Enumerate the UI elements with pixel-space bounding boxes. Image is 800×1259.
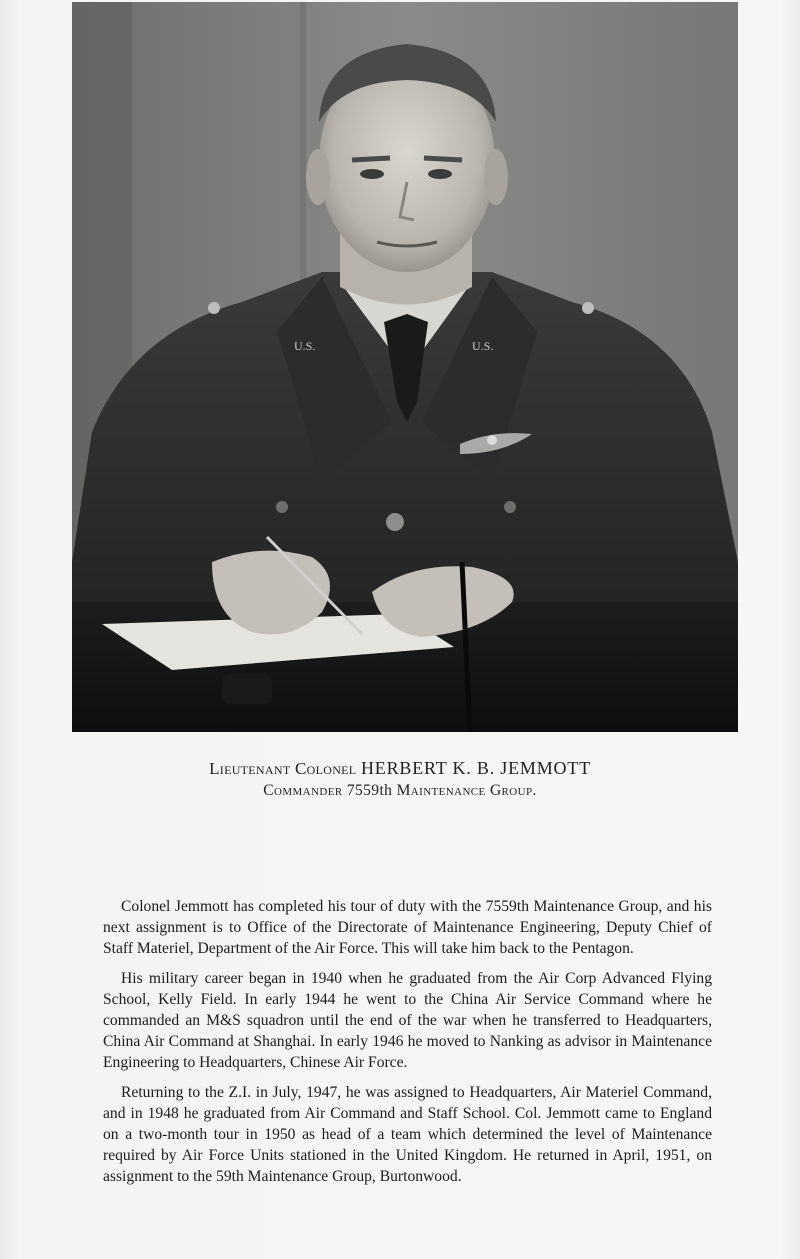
caption-rank: Lieutenant Colonel xyxy=(209,759,357,778)
caption-name: HERBERT K. B. JEMMOTT xyxy=(361,758,591,778)
caption-name-line xyxy=(0,757,800,780)
shoulder-leaf-right-icon xyxy=(582,302,594,314)
caption-unit-number: 7559th xyxy=(346,782,393,799)
biography-paragraph: Returning to the Z.I. in July, 1947, he was assigned to Headquarters, Air Materiel Command, and in 1948 he graduated from Air Command and Staff School. Col. Jemmott came to England on a two-month tour in 1950 as head of a team which determined the level of Maintenance required by Air Force Units stationed in the United Kingdom. He returned in April, 1951, on assignment to the 59th Maintenance Group, Burtonwood. xyxy=(103,1083,712,1186)
biography-paragraph: Colonel Jemmott has completed his tour of duty with the 7559th Maintenance Group, and his next assignment is to Office of the Directorate of Maintenance Engineering, Deputy Chief of Staff Materiel, Department of the Air Force. This will take him back to the Pentagon. xyxy=(103,898,712,958)
biography-text xyxy=(103,896,712,1196)
caption-role-prefix: Commander xyxy=(263,782,343,799)
officer-portrait-image xyxy=(72,2,738,732)
collar-insignia-right: U.S. xyxy=(472,339,494,353)
caption-unit-name: Maintenance Group. xyxy=(396,782,537,799)
shoulder-leaf-left-icon xyxy=(208,302,220,314)
biography-paragraph: His military career began in 1940 when he graduated from the Air Corp Advanced Flying School, Kelly Field. In early 1944 he went to the China Air Service Command where he commanded an M&S squadron until the end of the war when he transferred to Headquarters, China Air Command at Shanghai. In early 1946 he moved to Nanking as advisor in Maintenance Engineering to Headquarters, Chinese Air Force. xyxy=(103,969,712,1072)
portrait-illustration xyxy=(72,2,738,732)
jacket-button-icon xyxy=(386,513,404,531)
photo-caption xyxy=(0,757,800,802)
caption-role-line xyxy=(0,780,800,802)
collar-insignia-left: U.S. xyxy=(294,339,316,353)
